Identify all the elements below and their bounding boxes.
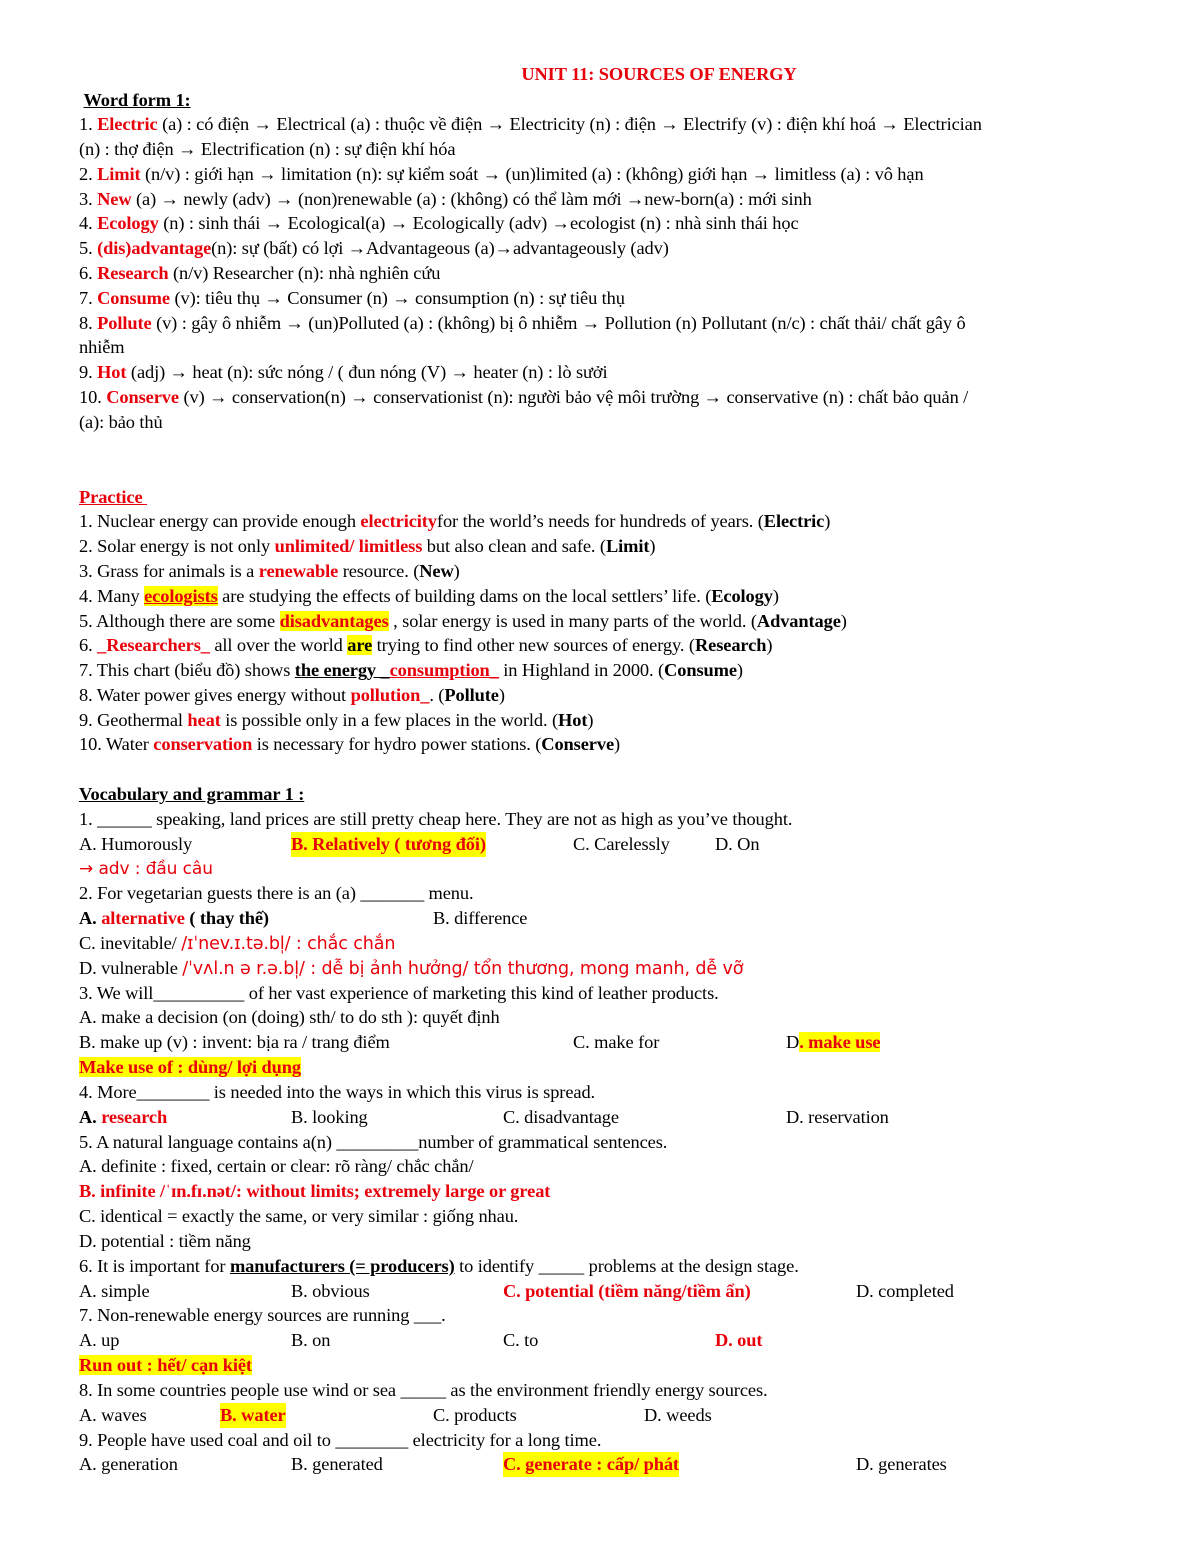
practice-item-10: 10. Water conservation is necessary for hydro power stations. (Conserve) [79,734,621,754]
question-2-stem: 2. For vegetarian guests there is an (a) _______ menu. [79,883,474,903]
practice-item-5: 5. Although there are some disadvantages , solar energy is used in many parts of the world. (Advantage) [79,611,847,631]
practice-item-4: 4. Many ecologists are studying the effects of building dams on the local settlers’ life. (Ecology) [79,586,779,606]
question-3-option-a: A. make a decision (on (doing) sth/ to do sth ): quyết định [79,1007,500,1027]
correct-option: B. water [220,1403,286,1428]
word-form-heading: Word form 1: [83,90,191,110]
practice-answer: electricity [360,511,437,531]
word-form-item-4: 4. Ecology (n) : sinh thái → Ecological(a) → Ecologically (adv) →ecologist (n) : nhà sinh thái học [79,213,799,233]
practice-heading: Practice [79,487,143,507]
question-3-stem: 3. We will__________ of her vast experience of marketing this kind of leather products. [79,983,719,1003]
word-form-item-3: 3. New (a) → newly (adv) → (non)renewable (a) : (không) có thể làm mới →new-born(a) : mới sinh [79,189,812,209]
question-5-stem: 5. A natural language contains a(n) _________number of grammatical sentences. [79,1132,668,1152]
question-2-option-c: C. inevitable/ /ɪˈnev.ɪ.tə.bl̩/ : chắc chắn [79,933,396,954]
word-form-item-1-cont: (n) : thợ điện → Electrification (n) : sự điện khí hóa [79,139,456,159]
question-3-note: Make use of : dùng/ lợi dụng [79,1057,301,1077]
page-title: UNIT 11: SOURCES OF ENERGY [521,64,797,84]
question-5-option-d: D. potential : tiềm năng [79,1231,251,1251]
question-7-stem: 7. Non-renewable energy sources are running ___. [79,1305,446,1325]
correct-option: C. potential (tiềm năng/tiềm ẩn) [503,1281,751,1301]
word-form-item-5: 5. (dis)advantage(n): sự (bất) có lợi →Advantageous (a)→advantageously (adv) [79,238,669,258]
question-8-stem: 8. In some countries people use wind or sea _____ as the environment friendly energy sources. [79,1380,768,1400]
correct-option: . make use [799,1032,881,1052]
practice-item-8: 8. Water power gives energy without pollution_. (Pollute) [79,685,505,705]
word-form-key: Electric [97,114,158,134]
word-form-item-8: 8. Pollute (v) : gây ô nhiễm → (un)Polluted (a) : (không) bị ô nhiễm → Pollution (n) Pollutant (n/c) : chất thải/ chất gây ô [79,313,966,333]
practice-item-1: 1. Nuclear energy can provide enough electricityfor the world’s needs for hundreds of years. (Electric) [79,511,831,531]
practice-item-2: 2. Solar energy is not only unlimited/ limitless but also clean and safe. (Limit) [79,536,656,556]
word-form-item-1: 1. Electric (a) : có điện → Electrical (a) : thuộc về điện → Electricity (n) : điện → Electrify (v) : điện khí hoá → Electrician [79,114,982,134]
question-5-option-b: B. infinite /ˈɪn.fɪ.nət/: without limits; extremely large or great [79,1181,551,1201]
word-form-item-7: 7. Consume (v): tiêu thụ → Consumer (n) → consumption (n) : sự tiêu thụ [79,288,625,308]
practice-item-3: 3. Grass for animals is a renewable resource. (New) [79,561,460,581]
question-4-stem: 4. More________ is needed into the ways in which this virus is spread. [79,1082,596,1102]
correct-option: D. out [715,1330,763,1350]
question-9-stem: 9. People have used coal and oil to ________ electricity for a long time. [79,1430,602,1450]
correct-option: alternative [101,908,185,928]
word-form-item-10-cont: (a): bảo thủ [79,412,163,432]
correct-option: research [101,1107,168,1127]
correct-option: B. Relatively ( tương đối) [291,832,486,857]
word-form-item-6: 6. Research (n/v) Researcher (n): nhà nghiên cứu [79,263,441,283]
question-2-option-d: D. vulnerable /ˈvʌl.n ə r.ə.bl̩/ : dễ bị ảnh hưởng/ tổn thương, mong manh, dễ vỡ [79,958,744,979]
question-6-stem: 6. It is important for manufacturers (= producers) to identify _____ problems at the design stage. [79,1256,799,1276]
question-1-stem: 1. ______ speaking, land prices are still pretty cheap here. They are not as high as you’ve thought. [79,809,793,829]
question-1-note: → adv : đầu câu [79,859,213,879]
word-form-item-10: 10. Conserve (v) → conservation(n) → conservationist (n): người bảo vệ môi trường → conservative (n) : chất bảo quản / [79,387,969,407]
practice-item-6: 6. _Researchers_ all over the world are trying to find other new sources of energy. (Research) [79,635,773,655]
document-page: UNIT 11: SOURCES OF ENERGY Word form 1: 1. Electric (a) : có điện → Electrical (a) : thuộc về điện → Electricity (n) : điện → Electrify (v) : điện khí hoá → Electrician (n) : thợ điện → Electrification (n) : sự điện khí hóa 2. Limit (n/v) : giới hạn → limitation (n): sự kiểm soát → (un)limited (a) : (không) giới hạn → limitless (a) : vô hạn 3. New (a) → newly (adv) → (non)renewable (a) : (không) có thể làm mới →new-born(a) : mới sinh 4. Ecology (n) : sinh thái → Ecological(a) → Ecologically (adv) →ecologist (n) : nhà sinh thái học 5. (dis)advantage(n): sự (bất) có lợi →Advantageous (a)→advantageously (adv) 6. Research (n/v) Researcher (n): nhà nghiên cứu 7. Consume (v): tiêu thụ → Consumer (n) → consumption (n) : sự tiêu thụ 8. Pollute (v) : gây ô nhiễm → (un)Polluted (a) : (không) bị ô nhiễm → Pollution (n) Pollutant (n/c) : chất thải/ chất gây ô nhiễm 9. Hot (adj) → heat (n): sức nóng / ( đun nóng (V) → heater (n) : lò sưởi 10. Conserve (v) → conservation(n) → conservationist (n): người bảo vệ môi trường → conservative (n) : chất bảo quản / (a): bảo thủ Practice 1. Nuclear energy can provide enough electricityfor the world’s needs for hundreds of years. (Electric) 2. Solar energy is not only unlimited/ limitless but also clean and safe. (Limit) 3. Grass for animals is a renewable resource. (New) 4. Many ecologists are studying the effects of building dams on the local settlers’ life. (Ecology) 5. Although there are some disadvantages , solar energy is used in many parts of the world. (Advantage) 6. _Researchers_ all over the world are trying to find other new sources of energy. (Research) 7. This chart (biểu đồ) shows the energy _consumption_ in Highland in 2000. (Consume) 8. Water power gives energy without pollution_. (Pollute) 9. Geothermal heat is possible only in a few places in the world. (Hot) 10. Water conservation is necessary for hydro power stations. (Conserve) Vocabulary and grammar 1 : 1. ______ speaking, land prices are still pretty cheap here. They are not as high as you’ve thought. A. Humorously B. Relatively ( tương đối) C. Carelessly D. On → adv : đầu câu 2. For vegetarian guests there is an (a) _______ menu. A. alternative ( thay thế) B. difference C. inevitable/ /ɪˈnev.ɪ.tə.bl̩/ : chắc chắn D. vulnerable /ˈvʌl.n ə r.ə.bl̩/ : dễ bị ảnh hưởng/ tổn thương, mong manh, dễ vỡ 3. We will__________ of her vast experience of marketing this kind of leather products. A. make a decision (on (doing) sth/ to do sth ): quyết định B. make up (v) : invent: bịa ra / trang điểm C. make for D. make use Make use of : dùng/ lợi dụng 4. More________ is needed into the ways in which this virus is spread. A. research B. looking C. disadvantage D. reservation 5. A natural language contains a(n) _________number of grammatical sentences. A. definite : fixed, certain or clear: rõ ràng/ chắc chắn/ B. infinite /ˈɪn.fɪ.nət/: without limits; extremely large or great C. identical = exactly the same, or very similar : giống nhau. D. potential : tiềm năng 6. It is important for manufacturers (= producers) to identify _____ problems at the design stage. A. simple B. obvious C. potential (tiềm năng/tiềm ẩn) D. completed 7. Non-renewable energy sources are running ___. A. up B. on C. to D. out Run out : hết/ cạn kiệt 8. In some countries people use wind or sea _____ as the environment friendly energy sources. A. waves B. water C. products D. weeds 9. People have used coal and oil to ________ electricity for a long time. A. generation B. generated C. generate : cấp/ phát D. generates [0,0,1200,1553]
practice-item-9: 9. Geothermal heat is possible only in a few places in the world. (Hot) [79,710,594,730]
vocab-heading: Vocabulary and grammar 1 : [79,784,305,804]
correct-option: C. generate : cấp/ phát [503,1452,679,1477]
practice-item-7: 7. This chart (biểu đồ) shows the energy _consumption_ in Highland in 2000. (Consume) [79,660,743,680]
word-form-item-2: 2. Limit (n/v) : giới hạn → limitation (n): sự kiểm soát → (un)limited (a) : (không) giới hạn → limitless (a) : vô hạn [79,164,924,184]
word-form-item-9: 9. Hot (adj) → heat (n): sức nóng / ( đun nóng (V) → heater (n) : lò sưởi [79,362,608,382]
question-7-note: Run out : hết/ cạn kiệt [79,1355,252,1375]
word-form-item-8-cont: nhiễm [79,337,125,357]
question-5-option-a: A. definite : fixed, certain or clear: rõ ràng/ chắc chắn/ [79,1156,474,1176]
question-5-option-c: C. identical = exactly the same, or very similar : giống nhau. [79,1206,519,1226]
